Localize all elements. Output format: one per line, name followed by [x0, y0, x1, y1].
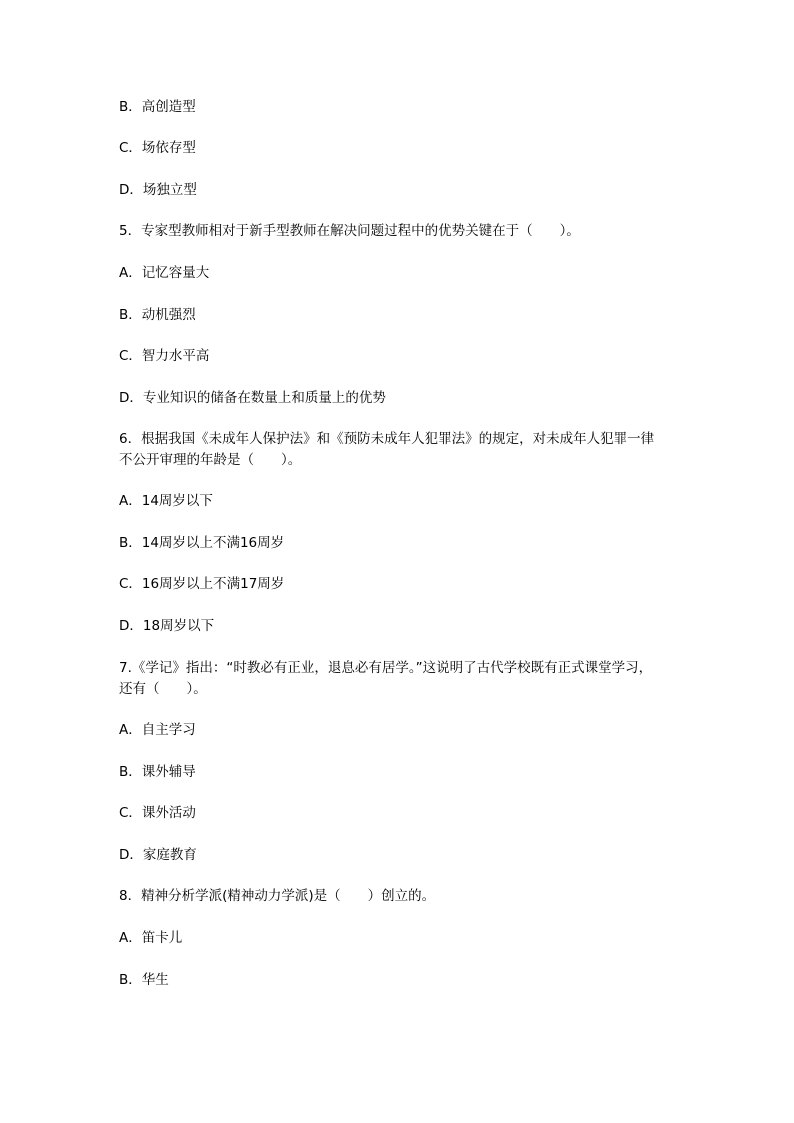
q6-option-b: B．14周岁以上不满16周岁: [119, 535, 285, 551]
q4-option-b: B．高创造型: [119, 99, 196, 115]
q8-option-b: B．华生: [119, 972, 169, 988]
q7-stem-line-2: 还有（ ）。: [119, 681, 207, 697]
q6-stem-line-2: 不公开审理的年龄是（ ）。: [119, 452, 302, 468]
q4-option-d: D．场独立型: [119, 182, 197, 198]
q7-option-d: D．家庭教育: [119, 847, 197, 863]
q6-option-d: D．18周岁以下: [119, 618, 215, 634]
q5-option-a: A．记忆容量大: [119, 265, 210, 281]
q6-option-c: C．16周岁以上不满17周岁: [119, 576, 285, 592]
q6-stem-line-1: 6．根据我国《未成年人保护法》和《预防未成年人犯罪法》的规定，对未成年人犯罪一律: [119, 431, 655, 447]
q7-stem-line-1: 7.《学记》指出：“时教必有正业，退息必有居学。”这说明了古代学校既有正式课堂学习，: [119, 660, 653, 676]
q8-stem: 8．精神分析学派(精神动力学派)是（ ）创立的。: [119, 888, 436, 904]
q7-option-c: C．课外活动: [119, 805, 196, 821]
q4-option-c: C．场依存型: [119, 140, 196, 156]
q5-stem: 5．专家型教师相对于新手型教师在解决问题过程中的优势关键在于（ ）。: [119, 223, 580, 239]
q5-option-b: B．动机强烈: [119, 307, 196, 323]
q7-option-a: A．自主学习: [119, 722, 196, 738]
q8-option-a: A．笛卡儿: [119, 930, 183, 946]
q5-option-d: D．专业知识的储备在数量上和质量上的优势: [119, 390, 386, 406]
q6-option-a: A．14周岁以下: [119, 493, 213, 509]
q5-option-c: C．智力水平高: [119, 348, 210, 364]
q7-option-b: B．课外辅导: [119, 764, 196, 780]
